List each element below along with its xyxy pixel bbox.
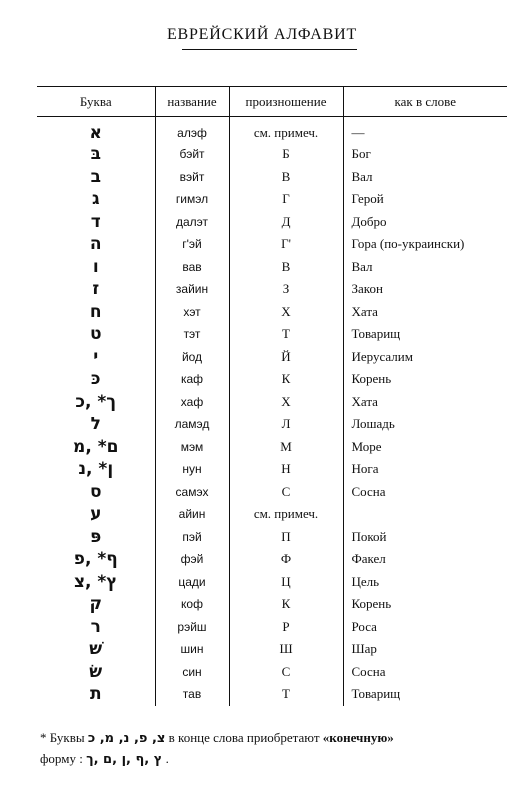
example-word: Герой (343, 188, 507, 211)
table-row (37, 143, 507, 166)
table-row (37, 256, 507, 279)
example-word: Сосна (343, 661, 507, 684)
example-word: Гора (по-украински) (343, 233, 507, 256)
example-word: Сосна (343, 481, 507, 504)
hebrew-letter: ס (89, 481, 102, 502)
letter-name: син (155, 661, 229, 684)
table-row (37, 211, 507, 234)
hebrew-letter: ה (89, 234, 102, 255)
letter-name: мэм (155, 436, 229, 459)
hebrew-letter: ו (92, 256, 99, 277)
example-word: Товарищ (343, 683, 507, 706)
example-word: Корень (343, 368, 507, 391)
pronunciation: Х (229, 301, 343, 324)
letter-name: айин (155, 503, 229, 526)
pronunciation: Р (229, 616, 343, 639)
hebrew-letter: ד (90, 211, 101, 232)
footnote-emphasis: «конечную» (322, 730, 394, 745)
hebrew-letter: ל (90, 414, 101, 435)
example-word: Вал (343, 256, 507, 279)
hebrew-letter: ז (92, 279, 100, 300)
table-row (37, 117, 507, 144)
example-word: — (343, 117, 507, 144)
letter-name: бэйт (155, 143, 229, 166)
pronunciation: М (229, 436, 343, 459)
example-word: Море (343, 436, 507, 459)
hebrew-letter: ק (89, 594, 103, 615)
hebrew-letter: ר (90, 616, 101, 637)
hebrew-letter: ת (89, 684, 102, 705)
letter-name: тав (155, 683, 229, 706)
pronunciation: Ш (229, 638, 343, 661)
title-underline (182, 49, 357, 50)
pronunciation: Х (229, 391, 343, 414)
table-row (37, 436, 507, 459)
letter-name: далэт (155, 211, 229, 234)
example-word: Вал (343, 166, 507, 189)
example-word: Товарищ (343, 323, 507, 346)
pronunciation: П (229, 526, 343, 549)
example-word: Роса (343, 616, 507, 639)
hebrew-letter: ב (90, 166, 101, 187)
hebrew-letter: בּ (90, 144, 101, 165)
hebrew-letter: י (93, 346, 99, 367)
table-row (37, 188, 507, 211)
hebrew-letter: שׂ (89, 661, 103, 682)
pronunciation: В (229, 166, 343, 189)
letter-name: гимэл (155, 188, 229, 211)
table-row (37, 166, 507, 189)
hebrew-letter: כּ (90, 369, 101, 390)
page-title: ЕВРЕЙСКИЙ АЛФАВИТ (166, 26, 358, 43)
table-row (37, 391, 507, 414)
footnote-middle: в конце слова приобретают (165, 730, 323, 745)
letter-name: вэйт (155, 166, 229, 189)
example-word: Цель (343, 571, 507, 594)
hebrew-letter: א (89, 123, 102, 143)
table-row (37, 571, 507, 594)
table-row (37, 278, 507, 301)
header-name: название (155, 87, 229, 117)
example-word: Добро (343, 211, 507, 234)
example-word: Корень (343, 593, 507, 616)
pronunciation: Д (229, 211, 343, 234)
table-row (37, 368, 507, 391)
table-row (37, 301, 507, 324)
hebrew-letter: שׁ (89, 639, 103, 660)
pronunciation: В (229, 256, 343, 279)
example-word (343, 503, 507, 526)
hebrew-letter: ן* ,נ (78, 459, 114, 480)
footnote-letters: צ, פ, נ, מ, כ (87, 731, 166, 746)
table-row (37, 458, 507, 481)
header-as-in-word: как в слове (343, 87, 507, 117)
letter-name: шин (155, 638, 229, 661)
table-row (37, 413, 507, 436)
table-row (37, 638, 507, 661)
example-word: Лошадь (343, 413, 507, 436)
table-row (37, 503, 507, 526)
pronunciation: Ц (229, 571, 343, 594)
pronunciation: К (229, 368, 343, 391)
pronunciation: Т (229, 683, 343, 706)
hebrew-letter: ט (89, 324, 102, 345)
letter-name: коф (155, 593, 229, 616)
example-word: Закон (343, 278, 507, 301)
letter-name: вав (155, 256, 229, 279)
letter-name: хаф (155, 391, 229, 414)
example-word: Бог (343, 143, 507, 166)
hebrew-letter: ח (89, 301, 102, 322)
table-row (37, 323, 507, 346)
hebrew-letter: ם* ,מ (73, 436, 119, 457)
letter-name: г'эй (155, 233, 229, 256)
example-word: Иерусалим (343, 346, 507, 369)
pronunciation: Б (229, 143, 343, 166)
letter-name: цади (155, 571, 229, 594)
pronunciation: Г (229, 188, 343, 211)
table-row (37, 481, 507, 504)
pronunciation: К (229, 593, 343, 616)
pronunciation: Г' (229, 233, 343, 256)
letter-name: тэт (155, 323, 229, 346)
hebrew-letter: ג (91, 189, 100, 210)
hebrew-letter: פּ (90, 526, 102, 547)
letter-name: каф (155, 368, 229, 391)
footnote (40, 728, 510, 770)
pronunciation: З (229, 278, 343, 301)
hebrew-letter: ץ* ,צ (73, 571, 118, 592)
letter-name: фэй (155, 548, 229, 571)
table-row (37, 616, 507, 639)
letter-name: хэт (155, 301, 229, 324)
header-letter: Буква (37, 87, 155, 117)
table-row (37, 548, 507, 571)
table-row (37, 346, 507, 369)
example-word: Шар (343, 638, 507, 661)
example-word: Покой (343, 526, 507, 549)
pronunciation: Т (229, 323, 343, 346)
hebrew-letter: ך* ,כ (75, 391, 117, 412)
example-word: Факел (343, 548, 507, 571)
letter-name: пэй (155, 526, 229, 549)
pronunciation: см. примеч. (229, 503, 343, 526)
pronunciation: Ф (229, 548, 343, 571)
footnote-line2: форму : (40, 751, 87, 766)
table-header-row (37, 87, 507, 117)
example-word: Хата (343, 301, 507, 324)
hebrew-letter: ף* ,פ (73, 549, 118, 570)
footnote-intro: * Буквы (40, 730, 88, 745)
pronunciation: С (229, 481, 343, 504)
pronunciation: см. примеч. (229, 117, 343, 144)
example-word: Нога (343, 458, 507, 481)
letter-name: алэф (155, 117, 229, 144)
example-word: Хата (343, 391, 507, 414)
pronunciation: Л (229, 413, 343, 436)
table-row (37, 683, 507, 706)
pronunciation: Й (229, 346, 343, 369)
letter-name: йод (155, 346, 229, 369)
table-row (37, 661, 507, 684)
table-row (37, 526, 507, 549)
pronunciation: С (229, 661, 343, 684)
letter-name: нун (155, 458, 229, 481)
table-row (37, 233, 507, 256)
table-row (37, 593, 507, 616)
header-pronunciation: произношение (229, 87, 343, 117)
footnote-final-forms: ץ ,ף ,ן ,ם ,ך (86, 752, 163, 767)
letter-name: рэйш (155, 616, 229, 639)
pronunciation: Н (229, 458, 343, 481)
alphabet-table (37, 86, 507, 706)
hebrew-letter: ע (90, 504, 102, 525)
footnote-end: . (162, 751, 169, 766)
letter-name: зайин (155, 278, 229, 301)
letter-name: ламэд (155, 413, 229, 436)
letter-name: самэх (155, 481, 229, 504)
